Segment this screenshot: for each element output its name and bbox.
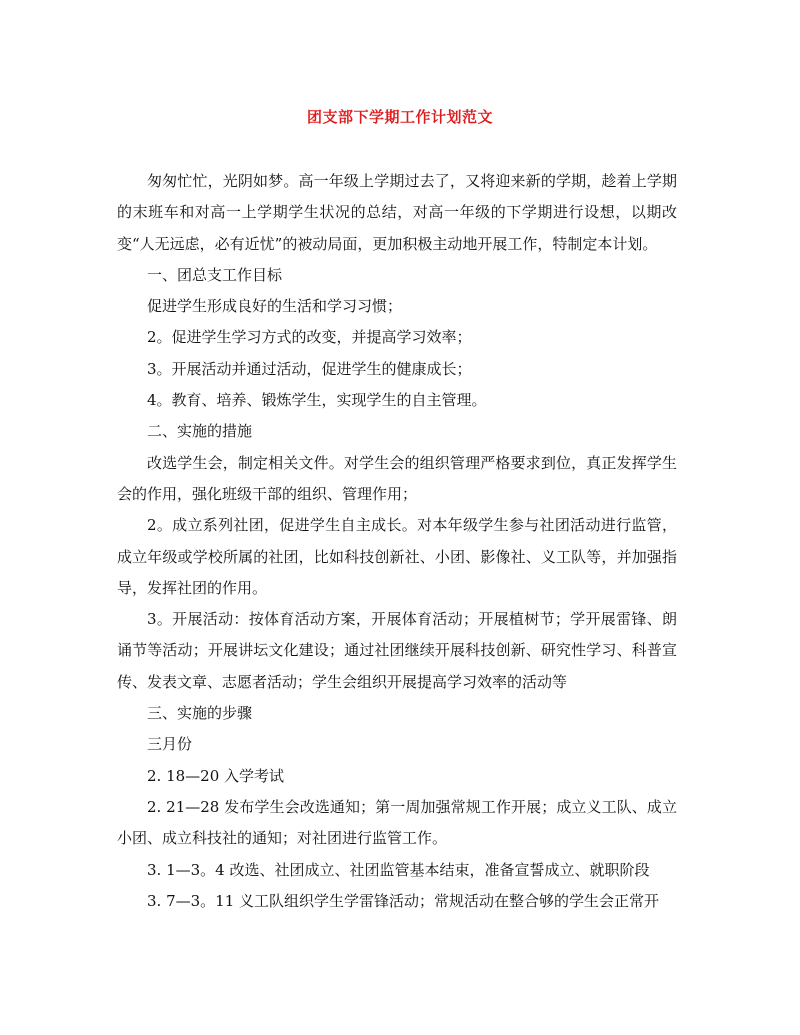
section-heading-steps: 三、实施的步骤: [147, 704, 253, 723]
schedule-item: 3. 7—3。11 义工队组织学生学雷锋活动；常规活动在整合够的学生会正常开: [147, 891, 660, 910]
measure-item: 改选学生会，制定相关文件。对学生会的组织管理严格要求到位，真正发挥学生会的作用，强化班级干部的组织、管理作用；: [117, 453, 677, 503]
goal-item: 促进学生形成良好的生活和学习习惯；: [147, 297, 403, 316]
goal-item: 4。教育、培养、锻炼学生，实现学生的自主管理。: [147, 391, 487, 410]
intro-paragraph: 匆匆忙忙，光阴如梦。高一年级上学期过去了，又将迎来新的学期，趁着上学期的末班车和对高一上学期学生状况的总结，对高一年级的下学期进行设想，以期改变“人无远虑，必有近忧”的被动局面，更加积极主动地开展工作，特制定本计划。: [117, 172, 677, 253]
schedule-item: 2. 18—20 入学考试: [147, 766, 285, 785]
month-heading: 三月份: [147, 735, 193, 754]
section-heading-goals: 一、团总支工作目标: [147, 265, 283, 284]
section-heading-measures: 二、实施的措施: [147, 422, 253, 441]
schedule-item: 3. 1—3。4 改选、社团成立、社团监管基本结束，准备宣誓成立、就职阶段: [147, 860, 650, 879]
goal-item: 3。开展活动并通过活动，促进学生的健康成长；: [147, 359, 472, 378]
schedule-item: 2. 21—28 发布学生会改选通知；第一周加强常规工作开展；成立义工队、成立小团、成立科技社的通知；对社团进行监管工作。: [117, 797, 677, 848]
measure-item: 3。开展活动：按体育活动方案，开展体育活动；开展植树节；学开展雷锋、朗诵节等活动；开展讲坛文化建设；通过社团继续开展科技创新、研究性学习、科普宣传、发表文章、志愿者活动；学生会组织开展提高学习效率的活动等: [117, 610, 677, 691]
document-title: 团支部下学期工作计划范文: [306, 108, 493, 126]
document-body: [117, 166, 677, 917]
measure-item: 2。成立系列社团，促进学生自主成长。对本年级学生参与社团活动进行监管，成立年级或学校所属的社团，比如科技创新社、小团、影像社、义工队等，并加强指导，发挥社团的作用。: [117, 516, 677, 597]
goal-item: 2。促进学生学习方式的改变，并提高学习效率；: [147, 328, 472, 347]
